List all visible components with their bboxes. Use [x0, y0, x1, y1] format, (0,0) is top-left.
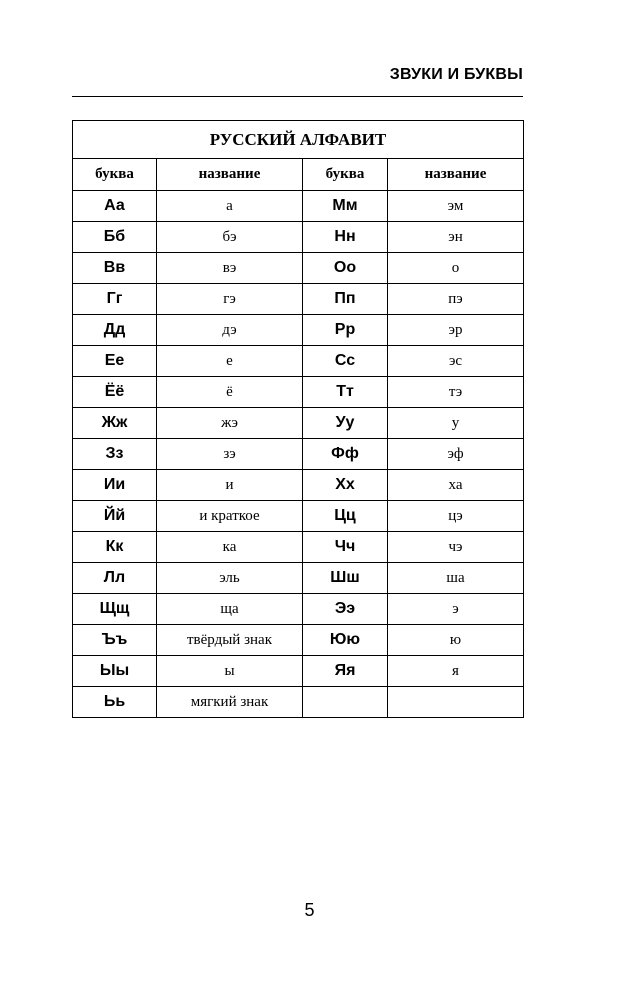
column-header-name: название: [388, 159, 524, 191]
table-row: [73, 346, 524, 377]
letter-name-cell: я: [388, 656, 524, 687]
letter-name-cell: и: [157, 470, 303, 501]
column-header-letter: буква: [73, 159, 157, 191]
letter-name-cell: вэ: [157, 253, 303, 284]
letter-cell: [303, 687, 388, 718]
letter-cell: Аа: [73, 191, 157, 222]
letter-cell: Дд: [73, 315, 157, 346]
letter-cell: Оо: [303, 253, 388, 284]
table-title-row: [73, 121, 524, 159]
letter-name-cell: ща: [157, 594, 303, 625]
letter-name-cell: [388, 687, 524, 718]
column-header-name: название: [157, 159, 303, 191]
table-row: [73, 377, 524, 408]
letter-cell: Ээ: [303, 594, 388, 625]
table-body: [73, 191, 524, 718]
letter-cell: Ъъ: [73, 625, 157, 656]
letter-cell: Тт: [303, 377, 388, 408]
letter-cell: Фф: [303, 439, 388, 470]
letter-name-cell: дэ: [157, 315, 303, 346]
letter-name-cell: и краткое: [157, 501, 303, 532]
running-head: ЗВУКИ И БУКВЫ: [389, 66, 523, 83]
letter-cell: Щщ: [73, 594, 157, 625]
table-row: [73, 532, 524, 563]
letter-name-cell: у: [388, 408, 524, 439]
letter-cell: Ии: [73, 470, 157, 501]
letter-cell: Хх: [303, 470, 388, 501]
letter-cell: Шш: [303, 563, 388, 594]
letter-cell: Кк: [73, 532, 157, 563]
letter-name-cell: бэ: [157, 222, 303, 253]
letter-cell: Пп: [303, 284, 388, 315]
header-divider: [72, 96, 523, 97]
table-row: [73, 315, 524, 346]
table-row: [73, 408, 524, 439]
letter-cell: Яя: [303, 656, 388, 687]
page-number: 5: [304, 900, 315, 920]
letter-name-cell: твёрдый знак: [157, 625, 303, 656]
letter-name-cell: тэ: [388, 377, 524, 408]
letter-cell: Жж: [73, 408, 157, 439]
table-row: [73, 191, 524, 222]
letter-cell: Сс: [303, 346, 388, 377]
letter-cell: Бб: [73, 222, 157, 253]
letter-cell: Нн: [303, 222, 388, 253]
letter-name-cell: жэ: [157, 408, 303, 439]
letter-name-cell: ша: [388, 563, 524, 594]
letter-name-cell: э: [388, 594, 524, 625]
table-row: [73, 625, 524, 656]
letter-cell: Ьь: [73, 687, 157, 718]
table-row: [73, 470, 524, 501]
letter-name-cell: эр: [388, 315, 524, 346]
alphabet-table: [72, 120, 524, 718]
letter-cell: Чч: [303, 532, 388, 563]
table-row: [73, 563, 524, 594]
letter-name-cell: чэ: [388, 532, 524, 563]
letter-cell: Рр: [303, 315, 388, 346]
table-row: [73, 222, 524, 253]
letter-cell: Лл: [73, 563, 157, 594]
letter-name-cell: гэ: [157, 284, 303, 315]
letter-cell: Ёё: [73, 377, 157, 408]
letter-cell: Цц: [303, 501, 388, 532]
letter-cell: Вв: [73, 253, 157, 284]
letter-name-cell: эль: [157, 563, 303, 594]
table-title: РУССКИЙ АЛФАВИТ: [73, 121, 524, 159]
letter-cell: Зз: [73, 439, 157, 470]
letter-cell: Йй: [73, 501, 157, 532]
letter-name-cell: пэ: [388, 284, 524, 315]
column-header-letter: буква: [303, 159, 388, 191]
letter-name-cell: е: [157, 346, 303, 377]
letter-name-cell: эф: [388, 439, 524, 470]
letter-name-cell: зэ: [157, 439, 303, 470]
table-row: [73, 594, 524, 625]
table-row: [73, 687, 524, 718]
table-row: [73, 284, 524, 315]
letter-cell: Ыы: [73, 656, 157, 687]
letter-cell: Мм: [303, 191, 388, 222]
letter-cell: Уу: [303, 408, 388, 439]
letter-name-cell: цэ: [388, 501, 524, 532]
letter-cell: Юю: [303, 625, 388, 656]
letter-cell: Ее: [73, 346, 157, 377]
letter-name-cell: а: [157, 191, 303, 222]
letter-name-cell: ю: [388, 625, 524, 656]
letter-name-cell: эм: [388, 191, 524, 222]
letter-name-cell: ы: [157, 656, 303, 687]
letter-name-cell: ха: [388, 470, 524, 501]
table-row: [73, 656, 524, 687]
table-row: [73, 253, 524, 284]
letter-name-cell: эс: [388, 346, 524, 377]
table-header-row: [73, 159, 524, 191]
letter-cell: Гг: [73, 284, 157, 315]
letter-name-cell: о: [388, 253, 524, 284]
table-row: [73, 439, 524, 470]
table-row: [73, 501, 524, 532]
letter-name-cell: мягкий знак: [157, 687, 303, 718]
letter-name-cell: ё: [157, 377, 303, 408]
letter-name-cell: эн: [388, 222, 524, 253]
letter-name-cell: ка: [157, 532, 303, 563]
